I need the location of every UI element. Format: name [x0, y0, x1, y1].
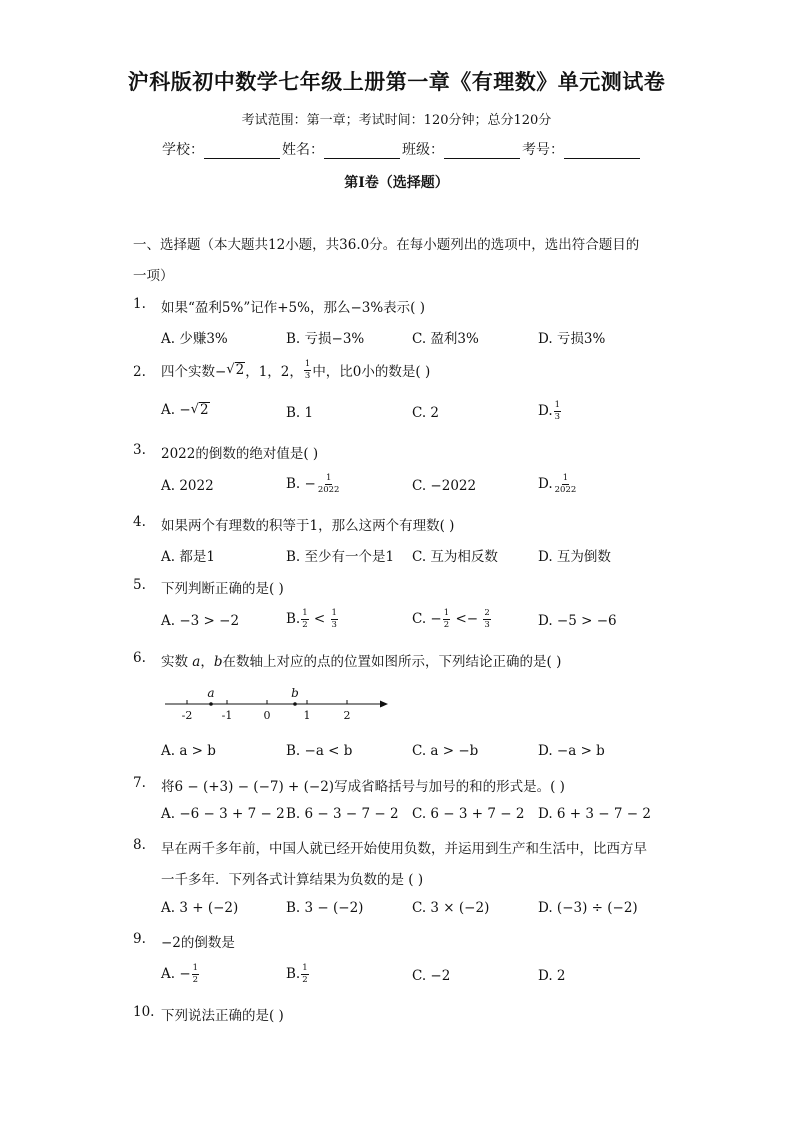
question-7-text: 将6 − (+3) − (−7) + (−2)写成省略括号与加号的和的形式是。( ) — [161, 779, 565, 795]
axis-point-a — [209, 702, 213, 706]
exam-number-blank — [564, 144, 640, 159]
number-line-figure — [160, 682, 400, 724]
q3-option-a: A. 2022 — [161, 478, 214, 494]
q7-option-d: D. 6 + 3 − 7 − 2 — [538, 806, 651, 822]
axis-points — [207, 686, 298, 706]
section-title: 第I卷（选择题） — [344, 175, 449, 191]
q1-option-c: C. 盈利3% — [412, 331, 479, 347]
q6-option-a: A. a > b — [161, 743, 216, 759]
q4-option-a: A. 都是1 — [161, 549, 215, 565]
question-3-text: 2022的倒数的绝对值是( ) — [161, 446, 319, 462]
axis-tick-label-2: 0 — [263, 709, 271, 722]
exam-number-label: 考号： — [522, 142, 564, 158]
question-6-number: 6. — [133, 650, 146, 666]
q1-option-b: B. 亏损−3% — [286, 331, 365, 347]
q5-option-a: A. −3 > −2 — [161, 613, 240, 629]
class-label: 班级： — [402, 142, 444, 158]
question-10-text: 下列说法正确的是( ) — [161, 1008, 284, 1024]
exam-title: 沪科版初中数学七年级上册第一章《有理数》单元测试卷 — [127, 69, 666, 94]
question-5-number: 5. — [133, 577, 146, 593]
question-2-text: 四个实数− √ 2 ，1，2， $\frac{1}{3}$ 中，比0小的数是( ) — [161, 359, 431, 381]
q2-option-a: A. − √ 2 — [161, 402, 209, 419]
q3-option-b: B. − $\frac{1}{2022}$ — [286, 473, 340, 495]
axis-arrow-icon — [380, 701, 388, 708]
q5-option-c: C. − $\frac{1}{2}$ <− $\frac{2}{3}$ — [412, 608, 490, 630]
axis-tick-label-4: 2 — [343, 709, 351, 722]
question-3-number: 3. — [133, 442, 146, 458]
q7-option-a: A. −6 − 3 + 7 − 2 — [161, 806, 285, 822]
axis-tick-label-3: 1 — [303, 709, 311, 722]
q8-option-b: B. 3 − (−2) — [286, 900, 364, 916]
question-8-text-line-1: 早在两千多年前，中国人就已经开始使用负数，并运用到生产和生活中，比西方早 — [161, 841, 647, 857]
sqrt-2: √ 2 — [226, 362, 245, 379]
class-blank — [444, 144, 520, 159]
axis-tick-label-0: -2 — [181, 709, 193, 722]
q6-option-d: D. −a > b — [538, 743, 605, 759]
question-10-number: 10. — [133, 1004, 155, 1020]
axis-point-b — [293, 702, 297, 706]
student-info-row — [162, 139, 642, 159]
q5-option-b: B. $\frac{1}{2}$ < $\frac{1}{3}$ — [286, 608, 337, 630]
q9-option-a: A. − $\frac{1}{2}$ — [161, 963, 199, 985]
q1-option-a: A. 少赚3% — [161, 331, 228, 347]
q2-option-c: C. 2 — [412, 405, 440, 421]
axis-ticks — [182, 700, 351, 722]
question-5-text: 下列判断正确的是( ) — [161, 581, 284, 597]
question-9-text: −2的倒数是 — [161, 935, 235, 951]
q1-option-d: D. 亏损3% — [538, 331, 606, 347]
question-7-number: 7. — [133, 775, 146, 791]
question-1-number: 1. — [133, 296, 146, 312]
school-label: 学校： — [162, 142, 204, 158]
question-8-text-line-2: 一千多年．下列各式计算结果为负数的是 ( ) — [161, 872, 424, 888]
axis-point-label-b: b — [291, 686, 299, 700]
q8-option-d: D. (−3) ÷ (−2) — [538, 900, 638, 916]
axis-point-label-a: a — [207, 686, 215, 700]
q8-option-a: A. 3 + (−2) — [161, 900, 239, 916]
instructions-line-2: 一项） — [133, 268, 174, 284]
question-2-number: 2. — [133, 364, 146, 380]
axis-tick-label-1: -1 — [221, 709, 233, 722]
q5-option-d: D. −5 > −6 — [538, 613, 617, 629]
exam-subtitle: 考试范围：第一章；考试时间：120分钟；总分120分 — [241, 113, 552, 128]
q4-option-b: B. 至少有一个是1 — [286, 549, 395, 565]
q3-option-c: C. −2022 — [412, 478, 477, 494]
school-blank — [204, 144, 280, 159]
q4-option-d: D. 互为倒数 — [538, 549, 611, 565]
q2-option-d: D. $\frac{1}{3}$ — [538, 400, 561, 422]
name-blank — [324, 144, 400, 159]
q8-option-c: C. 3 × (−2) — [412, 900, 490, 916]
q7-option-b: B. 6 − 3 − 7 − 2 — [286, 806, 399, 822]
q2-option-b: B. 1 — [286, 405, 314, 421]
q3-option-d: D. $\frac{1}{2022}$ — [538, 473, 577, 495]
q9-option-b: B. $\frac{1}{2}$ — [286, 963, 308, 985]
q9-option-c: C. −2 — [412, 968, 451, 984]
name-label: 姓名： — [282, 142, 324, 158]
q9-option-d: D. 2 — [538, 968, 566, 984]
question-4-text: 如果两个有理数的积等于1，那么这两个有理数( ) — [161, 518, 455, 534]
fraction-one-third: $\frac{1}{3}$ — [304, 359, 311, 381]
q4-option-c: C. 互为相反数 — [412, 549, 498, 565]
instructions-line-1: 一、选择题（本大题共12小题，共36.0分。在每小题列出的选项中，选出符合题目的 — [133, 237, 640, 253]
question-8-number: 8. — [133, 837, 146, 853]
question-1-text: 如果“盈利5%”记作+5%，那么−3%表示( ) — [161, 300, 426, 316]
question-9-number: 9. — [133, 931, 146, 947]
question-4-number: 4. — [133, 514, 146, 530]
q6-option-b: B. −a < b — [286, 743, 353, 759]
q7-option-c: C. 6 − 3 + 7 − 2 — [412, 806, 525, 822]
q6-option-c: C. a > −b — [412, 743, 479, 759]
question-6-text: 实数 a，b在数轴上对应的点的位置如图所示，下列结论正确的是( ) — [161, 654, 562, 670]
